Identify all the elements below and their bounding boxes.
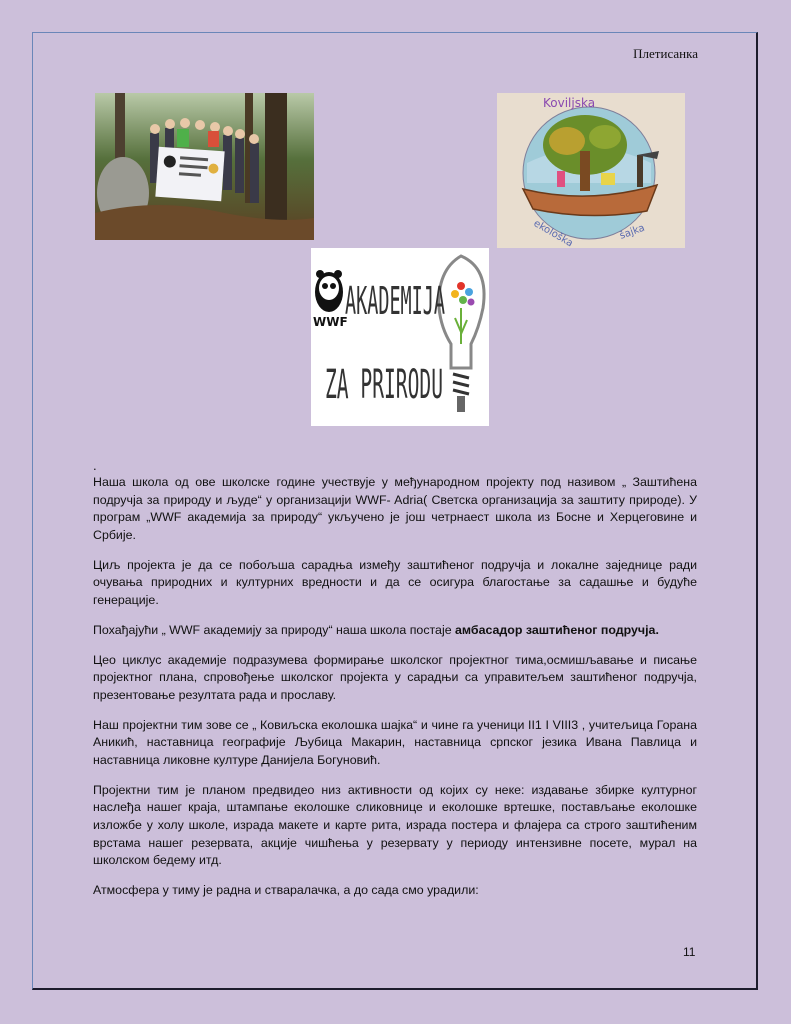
logo-line-2: ZA PRIRODU <box>325 362 443 408</box>
wwf-academy-logo <box>311 248 489 426</box>
kovilj-logo-top-text: Kovilјska <box>543 96 596 110</box>
paragraph-goal: Циљ пројекта је да се побољша сарадња између заштићеног подручја и локалне заједнице ради очувања природних и културних вредности и да се осигура благостање за садашње и будуће генерације. <box>93 557 697 607</box>
paragraph-activities: Пројектни тим је планом предвидео низ активности од којих су неке: издавање збирке културног наслеђа нашег краја, штампање еколошке сликовнице и еколошке вртешке, постављање еколошке изложбе у холу школе, израда макете и карте рита, израда постера и флајера са строго заштићеним врстама нашег резервата, акције чишћења у резервату у периоду интензивне посете, мурал на школском бедему итд. <box>93 782 697 868</box>
panda-icon <box>315 270 343 312</box>
kovilj-logo-drawing <box>497 93 685 248</box>
logo-line-1: AKADEMIJA <box>345 279 446 323</box>
paragraph-atmosphere: Атмосфера у тиму је радна и стваралачка, а до сада смо урадили: <box>93 883 479 898</box>
group-photo <box>95 93 314 240</box>
stray-dot: . <box>93 458 97 473</box>
paragraph-ambassador <box>93 622 697 640</box>
kovilj-logo-right-text: šajka <box>618 222 647 242</box>
paragraph-team: Наш пројектни тим зове се „ Ковиљска еколошка шајка“ и чине га ученици II1 I VIII3 , учитељица Горана Аникић, наставница географије Љубица Макарин, наставница српског језика Ивана Павлица и наставница ликовне културе Данијела Богуновић. <box>93 717 697 767</box>
kovilj-logo-left-text: ekološka <box>531 218 575 250</box>
article-body <box>93 474 697 912</box>
kovilj-logo <box>497 93 685 248</box>
ambassador-text: Похађајући „ WWF академију за природу“ наша школа постаје <box>93 622 456 637</box>
ambassador-bold: амбасадор заштићеног подручја. <box>455 622 659 637</box>
page-number: 11 <box>683 945 696 959</box>
running-header: Плетисанка <box>633 46 698 61</box>
wwf-academy-logo-drawing <box>311 248 489 426</box>
paragraph-intro: Наша школа од ове школске године учествује у међународном пројекту под називом „ Заштићена подручја за природу и људе“ у организацији WWF- Adria( Светска организација за заштиту природе). У програм „WWF академија за природу“ укључено је још четрнаест школа из Босне и Херцеговине и Србије. <box>93 475 697 542</box>
group-photo-image <box>95 93 314 240</box>
wwf-text: WWF <box>313 315 348 329</box>
paragraph-cycle: Цео циклус академије подразумева формирање школског пројектног тима,осмишљавање и писање пројектног плана, спровођење школског пројекта у сарадњи са управитељем заштићеног подручја, презентовање резултата рада и прославу. <box>93 652 697 702</box>
